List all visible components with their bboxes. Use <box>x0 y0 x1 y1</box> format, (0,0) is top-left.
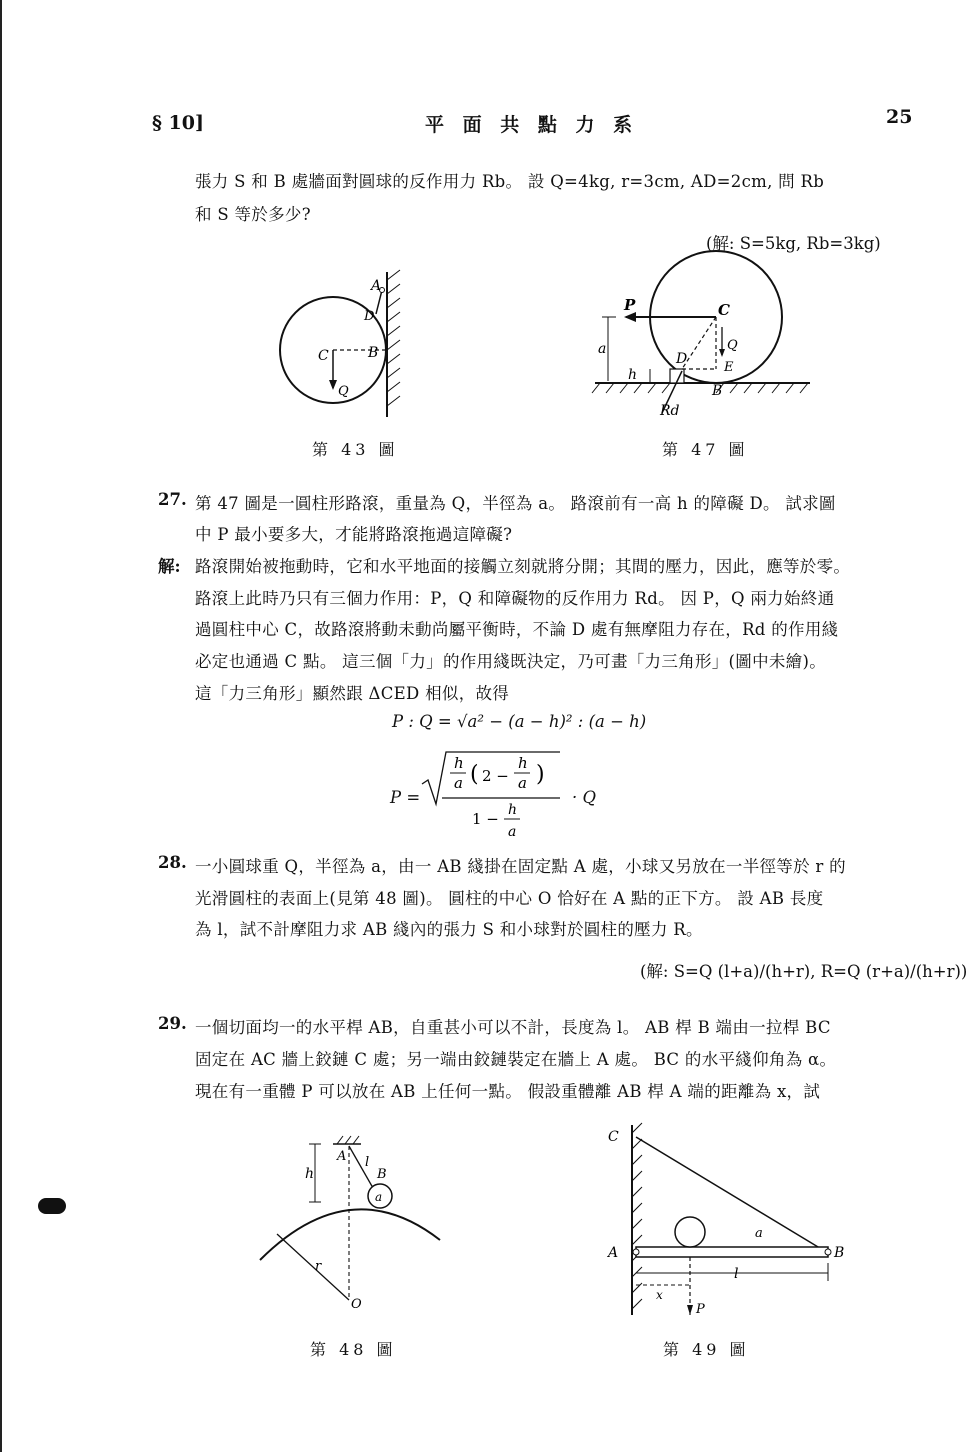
fig49-label-c: C <box>608 1129 619 1145</box>
intro-line-2: 和 S 等於多少? <box>195 205 311 224</box>
fig47-label-a: a <box>598 341 607 357</box>
fig43-label-q: Q <box>338 384 349 399</box>
fig43-label-a: A <box>371 278 382 294</box>
fig49-label-p: P <box>696 1302 705 1317</box>
page-number: 25 <box>886 106 913 128</box>
fig49-label-l: l <box>734 1266 739 1282</box>
fig47-label-b: B <box>712 383 723 399</box>
fig43-label-b: B <box>368 345 379 361</box>
fig49-label-b: B <box>834 1245 845 1261</box>
fig48-label-h: h <box>305 1166 315 1182</box>
figure-47 <box>590 245 820 425</box>
fig47-label-d: D <box>676 351 688 367</box>
fig48-label-r: r <box>315 1259 322 1274</box>
svg-text:h: h <box>508 802 518 818</box>
svg-text:h: h <box>454 754 464 772</box>
svg-text:h: h <box>518 754 528 772</box>
svg-text:(: ( <box>470 762 479 787</box>
svg-text:2 −: 2 − <box>482 767 509 785</box>
svg-text:a: a <box>518 774 527 792</box>
figure-43-caption: 第 43 圖 <box>312 440 399 459</box>
fig49-label-x: x <box>656 1288 663 1302</box>
page-edge <box>0 0 2 1452</box>
fig47-label-p: P <box>624 296 636 314</box>
solution-line-1: 路滾開始被拖動時，它和水平地面的接觸立刻就將分開；其間的壓力，因此，應等於零。 <box>195 557 851 576</box>
figure-49 <box>600 1115 860 1325</box>
problem-28-line-1: 一小圓球重 Q，半徑為 a，由一 AB 綫掛在固定點 A 處，小球又另放在一半徑等於 r 的 <box>195 857 846 876</box>
solution-formula-2-lhs: P = <box>390 788 421 807</box>
problem-28-answer: (解: S=Q (l+a)/(h+r), R=Q (r+a)/(h+r)) <box>640 962 968 981</box>
fig43-label-d: D <box>364 309 375 324</box>
problem-29-line-1: 一個切面均一的水平桿 AB，自重甚小可以不計，長度為 l。 AB 桿 B 端由一拉桿 BC <box>195 1018 831 1037</box>
fig47-label-q: Q <box>727 338 738 353</box>
fig47-label-h: h <box>628 367 638 383</box>
problem-27-number: 27. <box>158 490 187 509</box>
fig49-label-a: A <box>608 1245 619 1261</box>
solution-line-4: 必定也通過 C 點。 這三個「力」的作用綫既決定，乃可畫「力三角形」(圖中未繪)。 <box>195 652 827 671</box>
solution-formula-2-rhs: · Q <box>572 788 597 807</box>
solution-formula-1: P : Q = √a² − (a − h)² : (a − h) <box>392 712 647 731</box>
problem-27-line-2: 中 P 最小要多大，才能將路滾拖過這障礙? <box>195 525 513 544</box>
fig48-label-a: a <box>375 1190 383 1204</box>
problem-29-number: 29. <box>158 1014 187 1033</box>
svg-text:): ) <box>536 762 545 787</box>
intro-line-1: 張力 S 和 B 處牆面對圓球的反作用力 Rb。 設 Q=4kg, r=3cm, AD=2cm, 問 Rb <box>195 172 825 191</box>
fig47-label-c: C <box>718 301 730 319</box>
fig47-label-rd: Rd <box>660 403 680 419</box>
figure-47-caption: 第 47 圖 <box>662 440 749 459</box>
fig48-label-a-point: A <box>337 1149 347 1164</box>
figure-48 <box>245 1130 445 1320</box>
solution-label: 解: <box>158 557 181 576</box>
problem-28-line-2: 光滑圓柱的表面上(見第 48 圖)。 圓柱的中心 O 恰好在 A 點的正下方。 設 AB 長度 <box>195 889 824 908</box>
figure-49-caption: 第 49 圖 <box>663 1340 750 1359</box>
svg-text:a: a <box>508 824 517 840</box>
figure-48-caption: 第 48 圖 <box>310 1340 397 1359</box>
fig48-label-l: l <box>365 1155 370 1170</box>
solution-line-2: 路滾上此時乃只有三個力作用：P，Q 和障礙物的反作用力 Rd。 因 P，Q 兩力始終通 <box>195 589 835 608</box>
problem-28-line-3: 為 l，試不計摩阻力求 AB 綫內的張力 S 和小球對於圓柱的壓力 R。 <box>195 920 703 939</box>
svg-text:1 −: 1 − <box>472 810 499 828</box>
problem-29-line-2: 固定在 AC 牆上鉸鏈 C 處；另一端由鉸鏈裝定在牆上 A 處。 BC 的水平綫仰角為 α。 <box>195 1050 837 1069</box>
fig48-label-b: B <box>377 1167 387 1182</box>
intro-answer: (解: S=5kg, Rb=3kg) <box>706 234 881 253</box>
fig49-label-alpha: a <box>755 1226 763 1241</box>
formula-2-fraction <box>420 748 570 844</box>
problem-28-number: 28. <box>158 853 187 872</box>
svg-text:a: a <box>454 774 463 792</box>
fig48-label-o: O <box>351 1297 362 1312</box>
fig43-label-c: C <box>318 348 329 364</box>
page-title: 平 面 共 點 力 系 <box>425 114 639 136</box>
solution-line-5: 這「力三角形」顯然跟 ΔCED 相似，故得 <box>195 684 510 703</box>
problem-29-line-3: 現在有一重體 P 可以放在 AB 上任何一點。 假設重體離 AB 桿 A 端的距離為 x，試 <box>195 1082 821 1101</box>
section-marker: § 10] <box>152 112 204 134</box>
solution-line-3: 過圓柱中心 C，故路滾將動未動尚屬平衡時，不論 D 處有無摩阻力存在，Rd 的作用綫 <box>195 620 839 639</box>
fig47-label-e: E <box>724 360 734 375</box>
problem-27-line-1: 第 47 圖是一圓柱形路滾，重量為 Q，半徑為 a。 路滾前有一高 h 的障礙 D。 試求圖 <box>195 494 836 513</box>
scan-blot <box>38 1198 66 1214</box>
figure-43 <box>270 262 420 422</box>
